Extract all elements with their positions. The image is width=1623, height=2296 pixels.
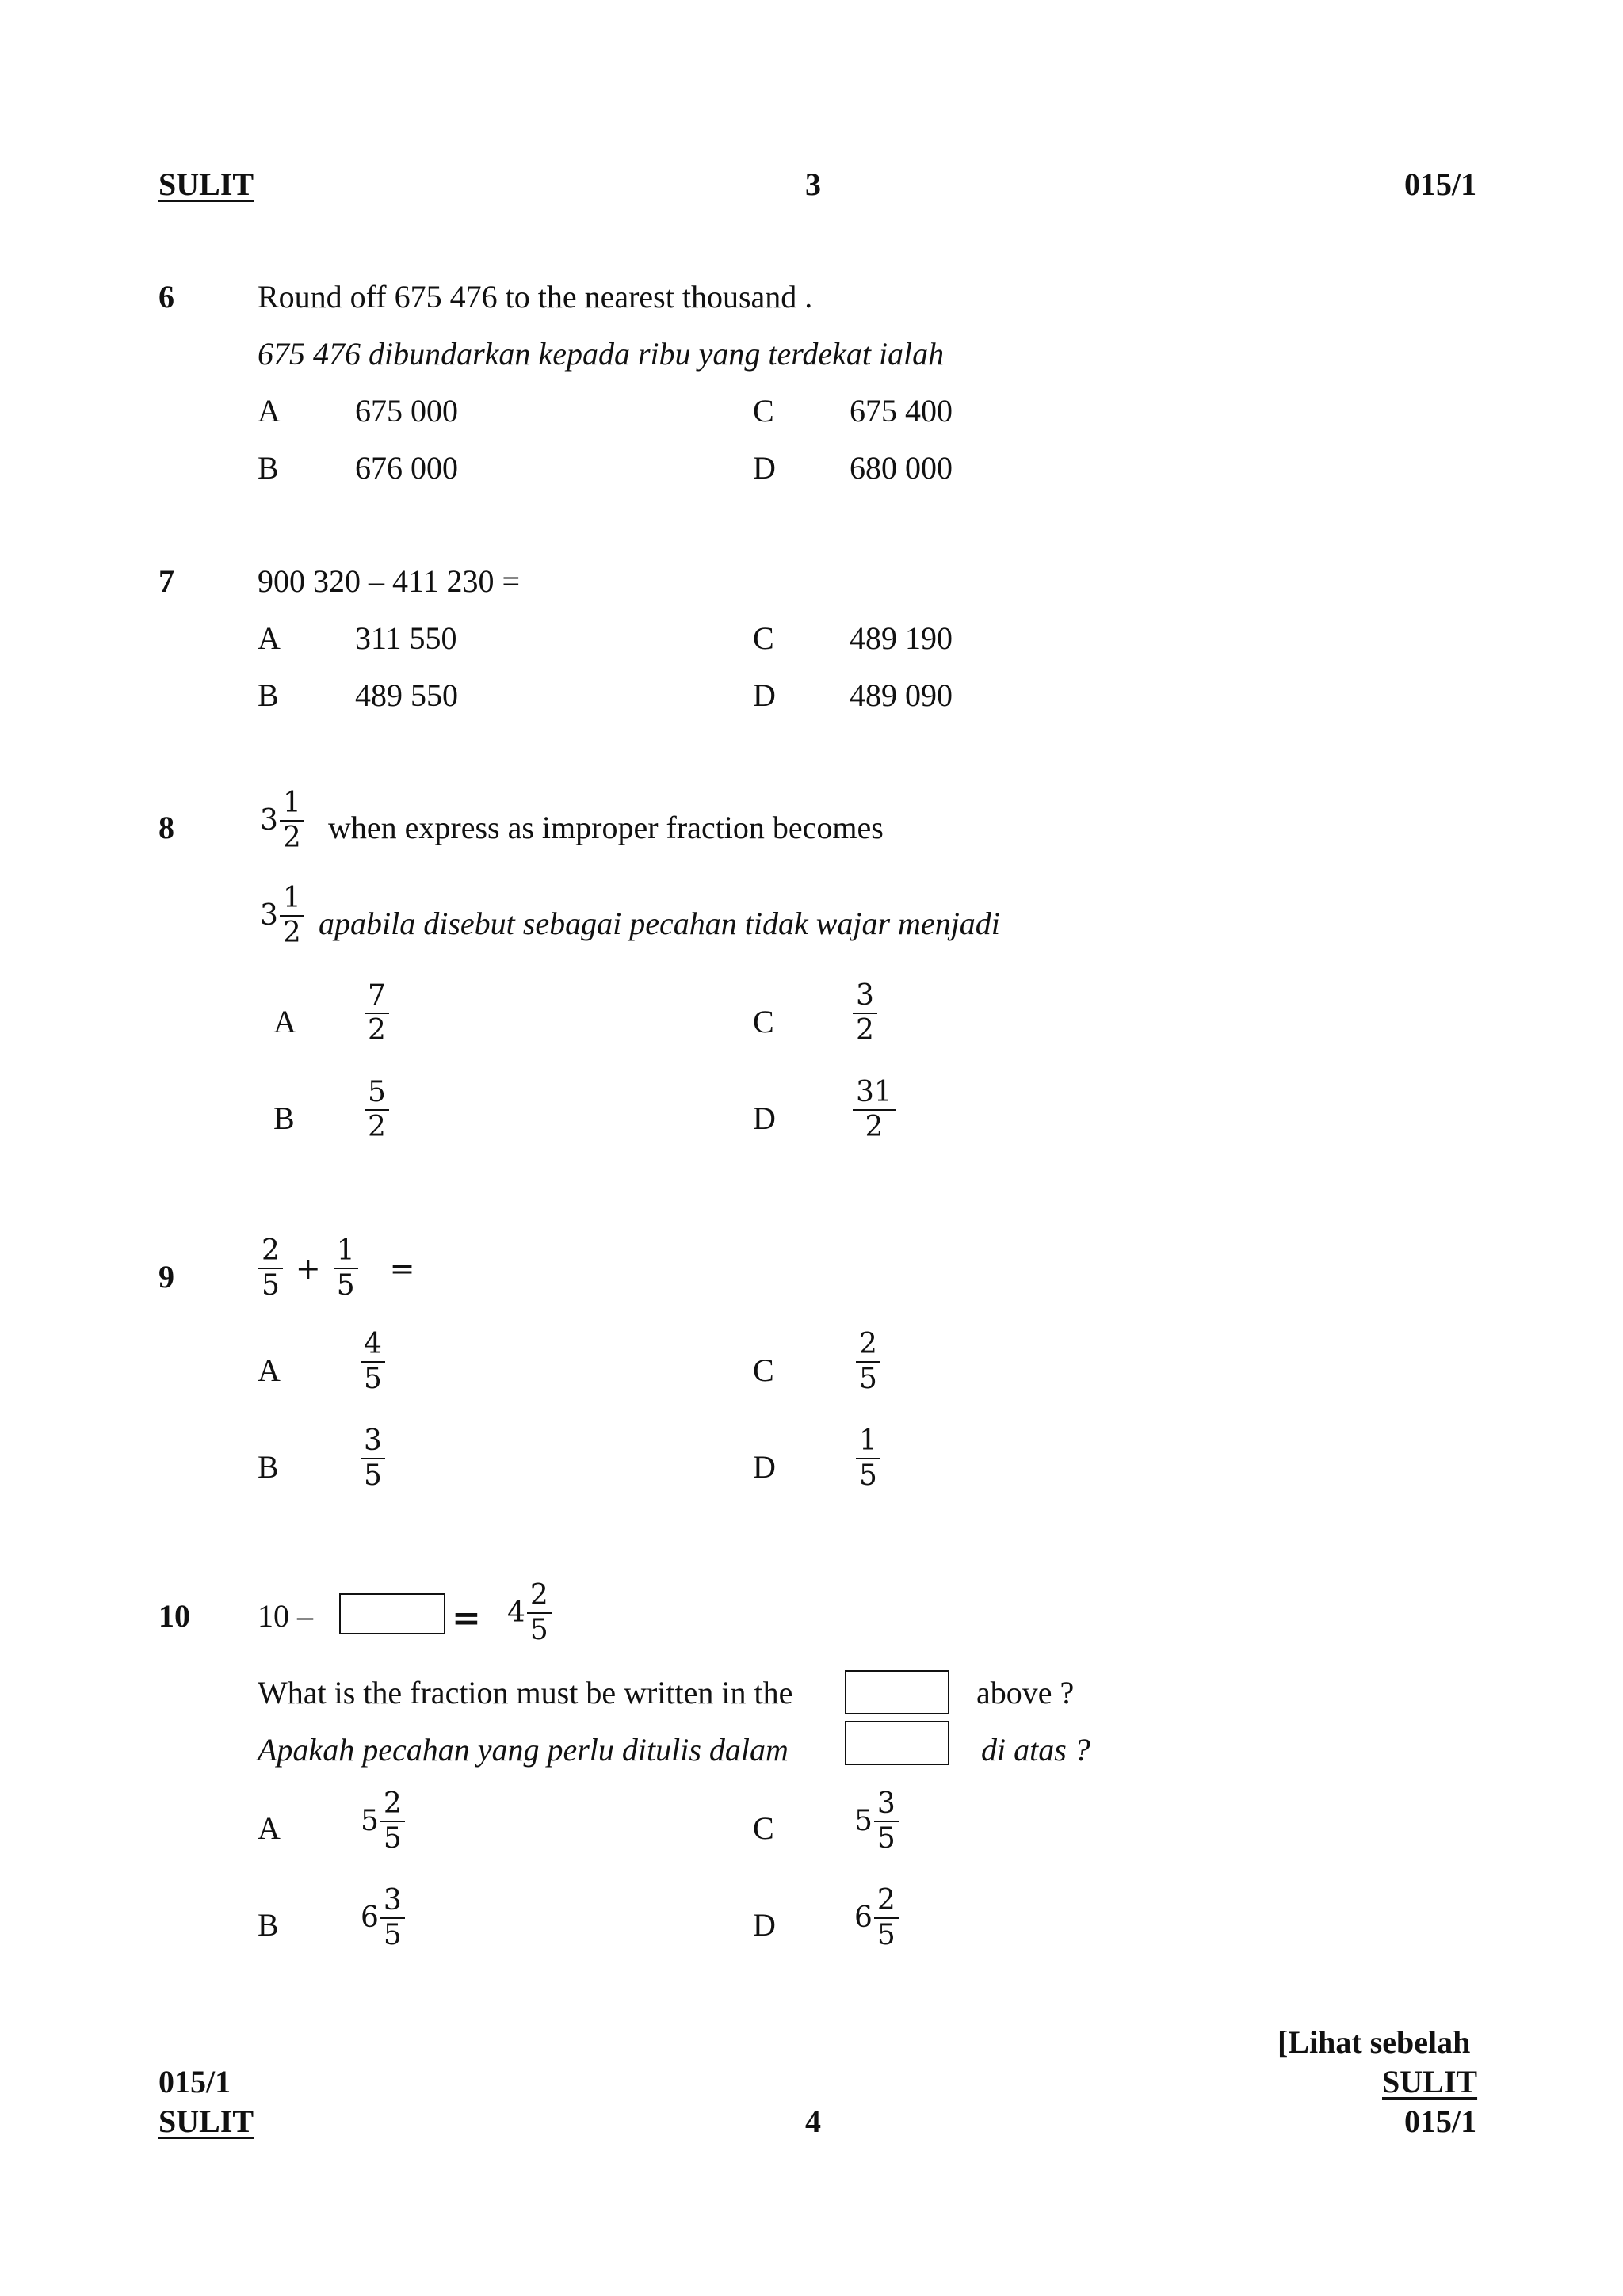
option-value-d[interactable]: 489 090 bbox=[850, 677, 953, 713]
option-value-d[interactable]: 680 000 bbox=[850, 450, 953, 486]
option-letter-b[interactable]: B bbox=[258, 1907, 279, 1943]
question-number: 8 bbox=[158, 810, 174, 845]
question-stem-en-end: above ? bbox=[976, 1675, 1075, 1711]
option-mixed-b[interactable]: 6 $\frac{3}{5}$ bbox=[361, 1886, 405, 1951]
mixed-fraction: $\frac{1}{2}$ bbox=[280, 788, 304, 853]
question-stem: 900 320 – 411 230 = bbox=[258, 563, 521, 599]
option-fraction-d[interactable]: $\frac{31}{2}$ bbox=[853, 1077, 896, 1142]
question-stem-ms-end: di atas ? bbox=[981, 1732, 1090, 1768]
option-letter-d[interactable]: D bbox=[753, 1449, 776, 1485]
question-number: 10 bbox=[158, 1598, 190, 1634]
option-letter-b[interactable]: B bbox=[258, 1449, 279, 1485]
question-stem-ms: apabila disebut sebagai pecahan tidak wajar menjadi bbox=[319, 906, 1000, 941]
option-value-a[interactable]: 311 550 bbox=[355, 620, 457, 656]
header-page-number: 3 bbox=[805, 166, 821, 202]
question-number: 9 bbox=[158, 1259, 174, 1295]
option-letter-a[interactable]: A bbox=[273, 1004, 296, 1039]
equals-sign: = bbox=[389, 1250, 415, 1286]
fraction-second: $\frac{1}{5}$ bbox=[334, 1236, 358, 1301]
option-value-c[interactable]: 489 190 bbox=[850, 620, 953, 656]
option-fraction-c[interactable]: $\frac{3}{2}$ bbox=[853, 981, 877, 1046]
plus-sign: + bbox=[295, 1250, 321, 1286]
option-letter-c[interactable]: C bbox=[753, 1810, 774, 1846]
option-letter-b[interactable]: B bbox=[258, 677, 279, 713]
option-fraction-b[interactable]: $\frac{5}{2}$ bbox=[365, 1077, 389, 1142]
option-value-b[interactable]: 489 550 bbox=[355, 677, 458, 713]
mixed-number-expression-ms bbox=[260, 883, 304, 948]
option-letter-a[interactable]: A bbox=[258, 1810, 281, 1846]
result-mixed-number: 4 $\frac{2}{5}$ bbox=[507, 1581, 552, 1646]
header-sulit: SULIT bbox=[158, 166, 254, 202]
answer-box bbox=[339, 1593, 445, 1634]
question-stem-en: What is the fraction must be written in the bbox=[258, 1675, 793, 1711]
option-mixed-c[interactable]: 5 $\frac{3}{5}$ bbox=[854, 1789, 899, 1854]
option-letter-a[interactable]: A bbox=[258, 393, 281, 429]
option-letter-c[interactable]: C bbox=[753, 620, 774, 656]
footer-see-next: [Lihat sebelah bbox=[1277, 2024, 1471, 2060]
option-fraction-d[interactable]: $\frac{1}{5}$ bbox=[856, 1426, 880, 1491]
equals-sign: = bbox=[452, 1598, 481, 1638]
subtraction-lhs: 10 – bbox=[258, 1598, 313, 1634]
option-fraction-b[interactable]: $\frac{3}{5}$ bbox=[361, 1426, 385, 1491]
next-header-sulit: SULIT bbox=[158, 2103, 254, 2139]
answer-box-reference-ms bbox=[845, 1721, 949, 1765]
option-letter-c[interactable]: C bbox=[753, 1004, 774, 1039]
option-value-a[interactable]: 675 000 bbox=[355, 393, 458, 429]
option-letter-c[interactable]: C bbox=[753, 393, 774, 429]
question-stem-ms: 675 476 dibundarkan kepada ribu yang terdekat ialah bbox=[258, 336, 945, 372]
question-stem-en: Round off 675 476 to the nearest thousand . bbox=[258, 279, 813, 315]
option-letter-b[interactable]: B bbox=[258, 450, 279, 486]
question-number: 7 bbox=[158, 563, 174, 599]
fraction-sum-expression bbox=[258, 1236, 415, 1301]
mixed-number-expression bbox=[260, 788, 304, 853]
option-fraction-a[interactable]: $\frac{7}{2}$ bbox=[365, 981, 389, 1046]
mixed-whole: 3 bbox=[260, 898, 278, 932]
option-value-c[interactable]: 675 400 bbox=[850, 393, 953, 429]
option-letter-a[interactable]: A bbox=[258, 1352, 281, 1388]
option-letter-d[interactable]: D bbox=[753, 450, 776, 486]
option-letter-d[interactable]: D bbox=[753, 677, 776, 713]
question-stem-en: when express as improper fraction becomes bbox=[328, 810, 884, 845]
mixed-whole: 3 bbox=[260, 803, 278, 837]
next-header-paper-code: 015/1 bbox=[1404, 2103, 1477, 2139]
mixed-fraction: $\frac{1}{2}$ bbox=[280, 883, 304, 948]
option-letter-c[interactable]: C bbox=[753, 1352, 774, 1388]
option-mixed-d[interactable]: 6 $\frac{2}{5}$ bbox=[854, 1886, 899, 1951]
header-paper-code: 015/1 bbox=[1404, 166, 1477, 202]
question-number: 6 bbox=[158, 279, 174, 315]
option-letter-d[interactable]: D bbox=[753, 1100, 776, 1136]
option-letter-d[interactable]: D bbox=[753, 1907, 776, 1943]
footer-paper-code-left: 015/1 bbox=[158, 2064, 231, 2100]
option-fraction-c[interactable]: $\frac{2}{5}$ bbox=[856, 1329, 880, 1394]
question-stem-ms: Apakah pecahan yang perlu ditulis dalam bbox=[258, 1732, 789, 1768]
option-mixed-a[interactable]: 5 $\frac{2}{5}$ bbox=[361, 1789, 405, 1854]
answer-box-reference bbox=[845, 1670, 949, 1714]
next-header-page-number: 4 bbox=[805, 2103, 821, 2139]
option-letter-a[interactable]: A bbox=[258, 620, 281, 656]
option-value-b[interactable]: 676 000 bbox=[355, 450, 458, 486]
footer-sulit-right: SULIT bbox=[1382, 2064, 1478, 2100]
option-letter-b[interactable]: B bbox=[273, 1100, 295, 1136]
fraction-first: $\frac{2}{5}$ bbox=[258, 1236, 283, 1301]
option-fraction-a[interactable]: $\frac{4}{5}$ bbox=[361, 1329, 385, 1394]
